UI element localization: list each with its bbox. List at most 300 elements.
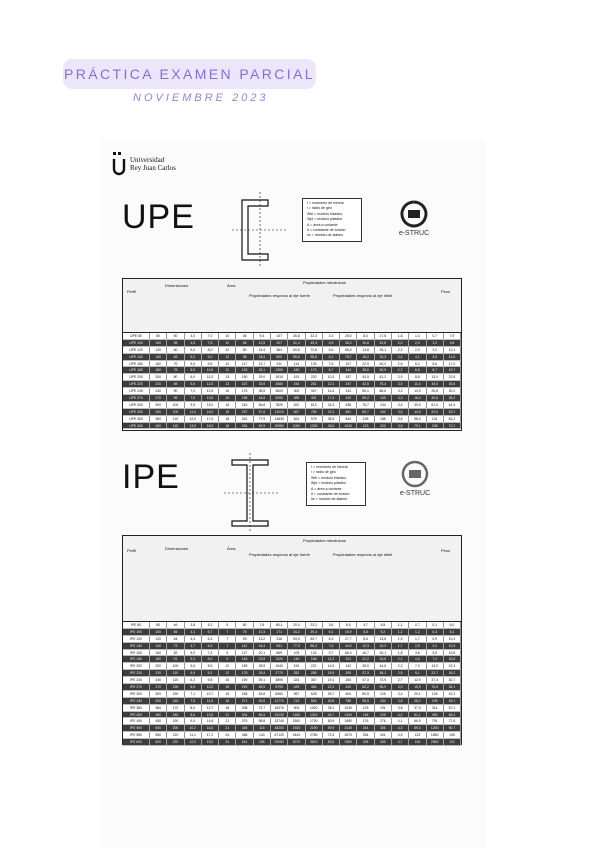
table-cell: 114: [288, 361, 305, 367]
table-cell: 35,2: [444, 395, 461, 401]
table-cell: 187: [340, 374, 357, 380]
ipe-table-body: [123, 622, 461, 746]
table-cell: 9,4: [254, 333, 271, 339]
table-row: [123, 705, 461, 712]
table-cell: 18,8: [444, 656, 461, 662]
table-cell: 600: [150, 739, 167, 745]
table-cell: 13,5: [202, 712, 219, 718]
table-cell: 557: [288, 691, 305, 697]
table-cell: 190: [236, 677, 253, 683]
table-cell: 8,1: [444, 629, 461, 635]
table-cell: 330: [150, 698, 167, 704]
table-cell: 314: [340, 388, 357, 394]
table-cell: 12: [219, 663, 236, 669]
table-cell: 100: [150, 340, 167, 346]
table-cell: 220: [150, 381, 167, 387]
table-cell: 142: [340, 663, 357, 669]
table-row: [123, 698, 461, 705]
table-cell: 15,0: [202, 402, 219, 408]
upe-heading: UPE: [122, 198, 195, 236]
table-cell: 13,0: [427, 374, 444, 380]
table-cell: 8,0: [202, 347, 219, 353]
table-cell: 324: [288, 677, 305, 683]
table-cell: 16270: [271, 705, 288, 711]
table-cell: 15,8: [444, 650, 461, 656]
table-cell: 38,5: [254, 388, 271, 394]
table-cell: 420: [340, 395, 357, 401]
table-cell: 167: [236, 381, 253, 387]
table-cell: 37,3: [357, 670, 374, 676]
table-cell: 109: [288, 650, 305, 656]
table-cell: 37,4: [427, 677, 444, 683]
table-cell: 60,6: [288, 347, 305, 353]
table-cell: 2770: [271, 670, 288, 676]
table-cell: 1930: [288, 725, 305, 731]
table-cell: 2,0: [427, 347, 444, 353]
table-cell: 389: [288, 395, 305, 401]
table-cell: 400: [150, 423, 167, 429]
table-cell: 44,6: [375, 663, 392, 669]
table-cell: 29,0: [254, 374, 271, 380]
table-cell: UPE 160: [123, 361, 150, 367]
table-cell: 31,0: [323, 409, 340, 415]
table-cell: 3,6: [323, 622, 340, 628]
title-banner: [63, 59, 316, 89]
table-cell: 360: [150, 416, 167, 422]
table-cell: IPE 550: [123, 732, 150, 738]
table-cell: 10,3: [254, 629, 271, 635]
table-cell: 186: [375, 416, 392, 422]
table-cell: 522: [288, 402, 305, 408]
table-cell: 39,4: [306, 629, 323, 635]
table-cell: 35,1: [323, 705, 340, 711]
table-cell: 420: [340, 684, 357, 690]
table-row: [123, 739, 461, 746]
table-cell: 331: [236, 712, 253, 718]
table-cell: UPE 220: [123, 381, 150, 387]
table-cell: 911: [271, 361, 288, 367]
table-cell: 3890: [271, 677, 288, 683]
table-cell: 166: [306, 656, 323, 662]
table-cell: 160: [150, 361, 167, 367]
table-cell: 3390: [340, 739, 357, 745]
table-cell: 194: [288, 663, 305, 669]
table-cell: 0,7: [409, 622, 426, 628]
table-cell: 26,8: [288, 333, 305, 339]
table-cell: 33,4: [254, 670, 271, 676]
table-cell: 13,6: [375, 636, 392, 642]
table-cell: 8,5: [340, 622, 357, 628]
estruc-logo-icon: [399, 460, 431, 488]
table-cell: 2,7: [392, 367, 409, 373]
table-cell: 5,9: [185, 670, 202, 676]
table-row: [123, 381, 461, 388]
table-cell: 180: [150, 656, 167, 662]
table-cell: 11,5: [202, 698, 219, 704]
table-cell: 3600: [271, 388, 288, 394]
table-cell: 9,8: [202, 677, 219, 683]
table-cell: 20,8: [375, 340, 392, 346]
ipe-table-header: [123, 536, 461, 622]
table-cell: 2,1: [392, 656, 409, 662]
table-cell: 844: [340, 416, 357, 422]
table-cell: IPE 160: [123, 650, 150, 656]
table-cell: 6,3: [202, 636, 219, 642]
table-cell: 7,4: [202, 650, 219, 656]
table-cell: 261: [236, 416, 253, 422]
table-cell: 2670: [340, 732, 357, 738]
table-row: [123, 636, 461, 643]
table-cell: 294: [236, 423, 253, 429]
ipe-table: [122, 535, 462, 745]
table-cell: 9,0: [202, 354, 219, 360]
table-cell: 53,8: [254, 691, 271, 697]
table-cell: 7,6: [323, 643, 340, 649]
table-cell: 3,3: [392, 395, 409, 401]
table-cell: 5,0: [185, 347, 202, 353]
upe-legend: [302, 198, 362, 242]
table-cell: 75: [236, 629, 253, 635]
table-cell: 5250: [271, 395, 288, 401]
table-cell: 9,8: [444, 340, 461, 346]
table-cell: 98,5: [357, 698, 374, 704]
table-cell: 7,0: [202, 333, 219, 339]
table-cell: 379: [236, 718, 253, 724]
table-cell: 15,4: [254, 347, 271, 353]
table-cell: 26,1: [375, 650, 392, 656]
table-cell: 15: [219, 402, 236, 408]
col-subgroup-eje-fuerte: Propiedades respecto al eje fuerte: [249, 293, 310, 298]
table-cell: 247: [340, 381, 357, 387]
table-cell: 200: [167, 725, 184, 731]
table-cell: 281: [306, 381, 323, 387]
table-cell: 5,0: [185, 354, 202, 360]
ipe-legend: [306, 462, 366, 506]
table-cell: 12: [219, 670, 236, 676]
table-cell: 110: [167, 416, 184, 422]
table-cell: 205: [340, 670, 357, 676]
upe-table-body: [123, 333, 461, 429]
table-cell: 3,6: [409, 650, 426, 656]
table-cell: 13,9: [409, 388, 426, 394]
table-cell: 5,2: [202, 622, 219, 628]
table-cell: 9,2: [202, 670, 219, 676]
table-cell: 160: [375, 409, 392, 415]
table-cell: 72,2: [444, 423, 461, 429]
table-cell: 200: [150, 663, 167, 669]
table-cell: 276: [375, 718, 392, 724]
table-cell: 7,5: [185, 395, 202, 401]
table-cell: 300: [150, 402, 167, 408]
table-cell: 135: [167, 684, 184, 690]
table-cell: 46: [167, 622, 184, 628]
university-name-line-1: Universidad: [130, 156, 165, 164]
table-cell: 15: [219, 388, 236, 394]
table-cell: 20,0: [288, 622, 305, 628]
table-cell: 2,5: [392, 670, 409, 676]
table-cell: 92080: [271, 739, 288, 745]
table-cell: 28,2: [409, 698, 426, 704]
table-cell: 11770: [271, 698, 288, 704]
table-cell: 123: [357, 705, 374, 711]
table-cell: 1,1: [392, 622, 409, 628]
table-row: [123, 409, 461, 416]
table-cell: 120: [167, 677, 184, 683]
table-cell: 18: [219, 705, 236, 711]
table-cell: 46: [236, 333, 253, 339]
table-cell: 1050: [288, 423, 305, 429]
table-cell: 667: [288, 409, 305, 415]
table-cell: 9,5: [185, 402, 202, 408]
table-cell: 7,0: [409, 663, 426, 669]
table-cell: UPE 120: [123, 347, 150, 353]
table-cell: IPE 120: [123, 636, 150, 642]
table-cell: 12: [219, 361, 236, 367]
table-cell: 600: [271, 354, 288, 360]
table-cell: 61,0: [427, 402, 444, 408]
legend-line: Wpl = módulo plástico: [307, 217, 343, 222]
table-row: [123, 732, 461, 739]
table-cell: 1160: [288, 712, 305, 718]
table-cell: UPE 240: [123, 388, 150, 394]
table-cell: 72,6: [306, 347, 323, 353]
table-cell: 8,7: [427, 367, 444, 373]
table-cell: 1500: [288, 718, 305, 724]
table-row: [123, 650, 461, 657]
table-cell: 2,2: [392, 663, 409, 669]
table-cell: IPE 360: [123, 705, 150, 711]
table-cell: 5: [219, 622, 236, 628]
table-cell: 80: [167, 374, 184, 380]
table-row: [123, 622, 461, 629]
table-cell: 6,9: [202, 643, 219, 649]
table-cell: 221: [306, 663, 323, 669]
table-cell: 12,0: [185, 739, 202, 745]
table-cell: 8,5: [202, 663, 219, 669]
table-cell: 978: [306, 416, 323, 422]
col-group-peso: Peso: [441, 289, 451, 294]
table-cell: 48200: [271, 725, 288, 731]
table-cell: 10,7: [202, 691, 219, 697]
table-cell: 106: [444, 732, 461, 738]
table-cell: 1350: [271, 367, 288, 373]
upe-table-header: [123, 279, 461, 333]
table-row: [123, 677, 461, 684]
col-subgroup-eje-debil: Propiedades respecto al eje débil: [333, 293, 393, 298]
table-cell: 171: [271, 629, 288, 635]
table-cell: 3,4: [392, 402, 409, 408]
table-cell: 40,6: [427, 395, 444, 401]
table-cell: 789: [306, 409, 323, 415]
table-cell: 133: [306, 361, 323, 367]
table-cell: 32,3: [306, 333, 323, 339]
table-cell: 10,4: [444, 636, 461, 642]
table-cell: 41,4: [288, 340, 305, 346]
table-cell: 12: [219, 347, 236, 353]
table-cell: 3,8: [185, 622, 202, 628]
table-cell: 1,7: [409, 636, 426, 642]
table-cell: 53,2: [444, 409, 461, 415]
table-cell: 285: [306, 670, 323, 676]
table-cell: 229: [375, 712, 392, 718]
table-cell: 85,6: [288, 354, 305, 360]
table-row: [123, 684, 461, 691]
legend-line: Wpl = módulo plástico: [311, 481, 347, 486]
table-cell: 18: [219, 409, 236, 415]
table-cell: 2,7: [392, 677, 409, 683]
table-cell: 26,6: [444, 381, 461, 387]
table-cell: 824: [288, 416, 305, 422]
table-cell: 199: [427, 698, 444, 704]
table-cell: 7,6: [323, 361, 340, 367]
table-cell: 50,9: [375, 367, 392, 373]
table-cell: 144: [340, 367, 357, 373]
table-cell: 6,1: [323, 354, 340, 360]
table-cell: 4,5: [392, 732, 409, 738]
legend-line: i = radio de giro: [307, 206, 332, 211]
table-cell: 22,9: [357, 361, 374, 367]
table-cell: 4,7: [392, 739, 409, 745]
table-cell: 72,3: [323, 732, 340, 738]
table-cell: 176: [357, 718, 374, 724]
table-row: [123, 656, 461, 663]
table-cell: 25,7: [323, 691, 340, 697]
table-cell: 4,4: [185, 636, 202, 642]
col-group-perfil: Perfil: [127, 289, 137, 294]
table-cell: 68,3: [340, 650, 357, 656]
table-cell: 21: [219, 725, 236, 731]
table-cell: 191: [288, 374, 305, 380]
page-subtitle: NOVIEMBRE 2023: [133, 92, 269, 104]
table-cell: 65: [167, 354, 184, 360]
table-cell: 240: [150, 677, 167, 683]
table-row: [123, 629, 461, 636]
table-cell: UPE 80: [123, 333, 150, 339]
table-cell: 804: [306, 698, 323, 704]
table-cell: 20,1: [254, 650, 271, 656]
table-cell: 59,9: [323, 725, 340, 731]
table-cell: 244: [288, 381, 305, 387]
table-cell: 252: [288, 670, 305, 676]
table-cell: 0,7: [427, 333, 444, 339]
table-cell: 220: [375, 423, 392, 429]
table-cell: 5,1: [323, 629, 340, 635]
table-cell: 61,2: [375, 374, 392, 380]
table-cell: 5,0: [185, 650, 202, 656]
table-cell: 6,0: [444, 622, 461, 628]
table-cell: 7: [219, 636, 236, 642]
table-row: [123, 333, 461, 340]
table-cell: 2680: [271, 381, 288, 387]
table-cell: 5,8: [357, 629, 374, 635]
table-cell: 4,0: [392, 712, 409, 718]
table-cell: 490: [427, 712, 444, 718]
table-cell: 336: [375, 725, 392, 731]
table-cell: 367: [306, 677, 323, 683]
table-cell: 20980: [271, 423, 288, 429]
table-cell: 125: [375, 691, 392, 697]
table-row: [123, 340, 461, 347]
table-cell: 53,0: [288, 636, 305, 642]
table-cell: 10,5: [202, 367, 219, 373]
table-cell: 2140: [340, 725, 357, 731]
table-cell: 1020: [306, 705, 323, 711]
table-cell: 788: [340, 698, 357, 704]
table-cell: 60: [236, 622, 253, 628]
table-cell: 92,6: [427, 409, 444, 415]
table-cell: 73: [167, 643, 184, 649]
table-cell: 0,9: [427, 636, 444, 642]
table-cell: 16,7: [357, 650, 374, 656]
legend-line: Iw = módulo de alabeo: [307, 233, 344, 238]
table-cell: 5,3: [185, 656, 202, 662]
table-row: [123, 361, 461, 368]
table-cell: 37,3: [409, 705, 426, 711]
table-cell: 96,9: [375, 684, 392, 690]
table-cell: 13,0: [427, 663, 444, 669]
table-cell: 1,2: [427, 340, 444, 346]
table-cell: 30,7: [444, 677, 461, 683]
table-cell: 4,1: [409, 354, 426, 360]
table-cell: 284: [340, 677, 357, 683]
table-cell: IPE 300: [123, 691, 150, 697]
table-cell: 17,5: [375, 333, 392, 339]
table-cell: 122: [444, 739, 461, 745]
table-cell: 77,6: [444, 718, 461, 724]
table-cell: 105: [167, 409, 184, 415]
table-cell: 18,4: [254, 354, 271, 360]
table-row: [123, 670, 461, 677]
table-cell: 67,8: [254, 409, 271, 415]
table-row: [123, 423, 461, 430]
table-cell: 314: [427, 705, 444, 711]
table-cell: 4,5: [323, 340, 340, 346]
table-cell: 904: [288, 705, 305, 711]
table-cell: 10,6: [357, 340, 374, 346]
legend-line: It = constante de torsión: [311, 492, 350, 497]
table-cell: 66,9: [409, 718, 426, 724]
table-cell: 123: [357, 423, 374, 429]
table-cell: 16,0: [202, 409, 219, 415]
table-cell: 3,3: [323, 333, 340, 339]
table-cell: 178: [236, 670, 253, 676]
table-cell: 3,7: [357, 622, 374, 628]
table-cell: 19,1: [323, 677, 340, 683]
table-cell: 1,7: [392, 643, 409, 649]
table-cell: 401: [375, 732, 392, 738]
table-cell: 7: [219, 629, 236, 635]
table-cell: 200: [150, 374, 167, 380]
table-cell: 9,4: [185, 718, 202, 724]
table-cell: 90: [167, 388, 184, 394]
table-cell: 146: [236, 656, 253, 662]
table-cell: 105: [357, 416, 374, 422]
col-group-dimensiones: Dimensiones: [165, 283, 189, 288]
table-cell: 33,3: [375, 354, 392, 360]
table-row: [123, 374, 461, 381]
table-cell: 30,8: [323, 698, 340, 704]
table-cell: 17,2: [202, 732, 219, 738]
table-cell: 5,5: [185, 361, 202, 367]
table-cell: 6,3: [323, 636, 340, 642]
table-cell: 300: [150, 691, 167, 697]
table-cell: 10,3: [323, 374, 340, 380]
table-cell: 240: [150, 388, 167, 394]
table-cell: 60: [167, 347, 184, 353]
table-cell: 50: [167, 333, 184, 339]
table-row: [123, 643, 461, 650]
table-cell: 88,3: [306, 643, 323, 649]
